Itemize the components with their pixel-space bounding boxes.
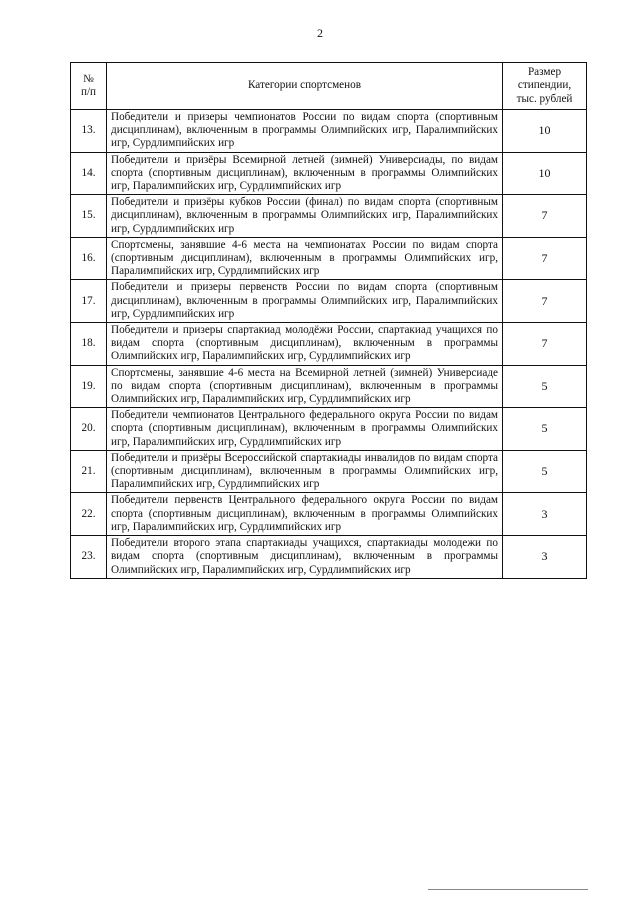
table-row <box>71 408 587 451</box>
row-category: Победители и призеры первенств России по видам спорта (спортивным дисциплинам), включенным в программы Олимпийских игр, Паралимпийских игр, Сурдлимпийских игр <box>107 280 503 323</box>
header-number-label: № п/п <box>80 72 97 98</box>
table-row <box>71 280 587 323</box>
row-category: Победители и призёры Всемирной летней (зимней) Универсиады, по видам спорта (спортивным дисциплинам), включенным в программы Олимпийских игр, Паралимпийских игр, Сурдлимпийских игр <box>107 152 503 195</box>
table-row <box>71 152 587 195</box>
page-number: 2 <box>317 26 323 40</box>
row-amount: 5 <box>503 365 587 408</box>
row-category: Победители и призеры чемпионатов России по видам спорта (спортивным дисциплинам), включенным в программы Олимпийских игр, Паралимпийских игр, Сурдлимпийских игр <box>107 110 503 153</box>
row-number: 23. <box>71 536 107 579</box>
row-amount: 5 <box>503 450 587 493</box>
row-amount: 7 <box>503 195 587 238</box>
table-row <box>71 493 587 536</box>
row-number: 18. <box>71 323 107 366</box>
row-amount: 5 <box>503 408 587 451</box>
table-row <box>71 323 587 366</box>
table-header-row <box>71 63 587 110</box>
row-number: 14. <box>71 152 107 195</box>
row-category: Спортсмены, занявшие 4-6 места на Всемирной летней (зимней) Универсиаде по видам спорта (спортивным дисциплинам), включенным в программы Олимпийских игр, Паралимпийских игр, Сурдлимпийских игр <box>107 365 503 408</box>
row-category: Победители второго этапа спартакиады учащихся, спартакиады молодежи по видам спорта (спортивным дисциплинам), включенным в программы Олимпийских игр, Паралимпийских игр, Сурдлимпийских игр <box>107 536 503 579</box>
header-amount <box>503 63 587 110</box>
table-row <box>71 237 587 280</box>
row-category: Победители чемпионатов Центрального федерального округа России по видам спорта (спортивным дисциплинам), включенным в программы Олимпийских игр, Паралимпийских игр, Сурдлимпийских игр <box>107 408 503 451</box>
row-number: 19. <box>71 365 107 408</box>
row-number: 15. <box>71 195 107 238</box>
table-row <box>71 365 587 408</box>
table-row <box>71 450 587 493</box>
table-row <box>71 195 587 238</box>
row-amount: 3 <box>503 536 587 579</box>
row-amount: 3 <box>503 493 587 536</box>
header-category-label: Категории спортсменов <box>247 79 361 92</box>
scholarship-table <box>70 62 587 579</box>
row-amount: 10 <box>503 110 587 153</box>
row-amount: 7 <box>503 237 587 280</box>
row-category: Победители и призёры кубков России (финал) по видам спорта (спортивным дисциплинам), включенным в программы Олимпийских игр, Паралимпийских игр, Сурдлимпийских игр <box>107 195 503 238</box>
row-amount: 7 <box>503 323 587 366</box>
row-number: 21. <box>71 450 107 493</box>
row-number: 17. <box>71 280 107 323</box>
row-number: 13. <box>71 110 107 153</box>
header-amount-label: Размер стипендии, тыс. рублей <box>516 66 573 105</box>
footer-divider <box>428 889 588 890</box>
header-category <box>107 63 503 110</box>
row-category: Победители и призёры Всероссийской спартакиады инвалидов по видам спорта (спортивным дисциплинам), включенным в программы Олимпийских игр, Паралимпийских игр, Сурдлимпийских игр <box>107 450 503 493</box>
table-body <box>71 110 587 579</box>
row-category: Спортсмены, занявшие 4-6 места на чемпионатах России по видам спорта (спортивным дисциплинам), включенным в программы Олимпийских игр, Паралимпийских игр, Сурдлимпийских игр <box>107 237 503 280</box>
header-number <box>71 63 107 110</box>
table-row <box>71 110 587 153</box>
row-category: Победители первенств Центрального федерального округа России по видам спорта (спортивным дисциплинам), включенным в программы Олимпийских игр, Паралимпийских игр, Сурдлимпийских игр <box>107 493 503 536</box>
row-number: 16. <box>71 237 107 280</box>
row-number: 22. <box>71 493 107 536</box>
table-row <box>71 536 587 579</box>
row-category: Победители и призеры спартакиад молодёжи России, спартакиад учащихся по видам спорта (спортивным дисциплинам), включенным в программы Олимпийских игр, Паралимпийских игр, Сурдлимпийских игр <box>107 323 503 366</box>
row-number: 20. <box>71 408 107 451</box>
row-amount: 7 <box>503 280 587 323</box>
row-amount: 10 <box>503 152 587 195</box>
